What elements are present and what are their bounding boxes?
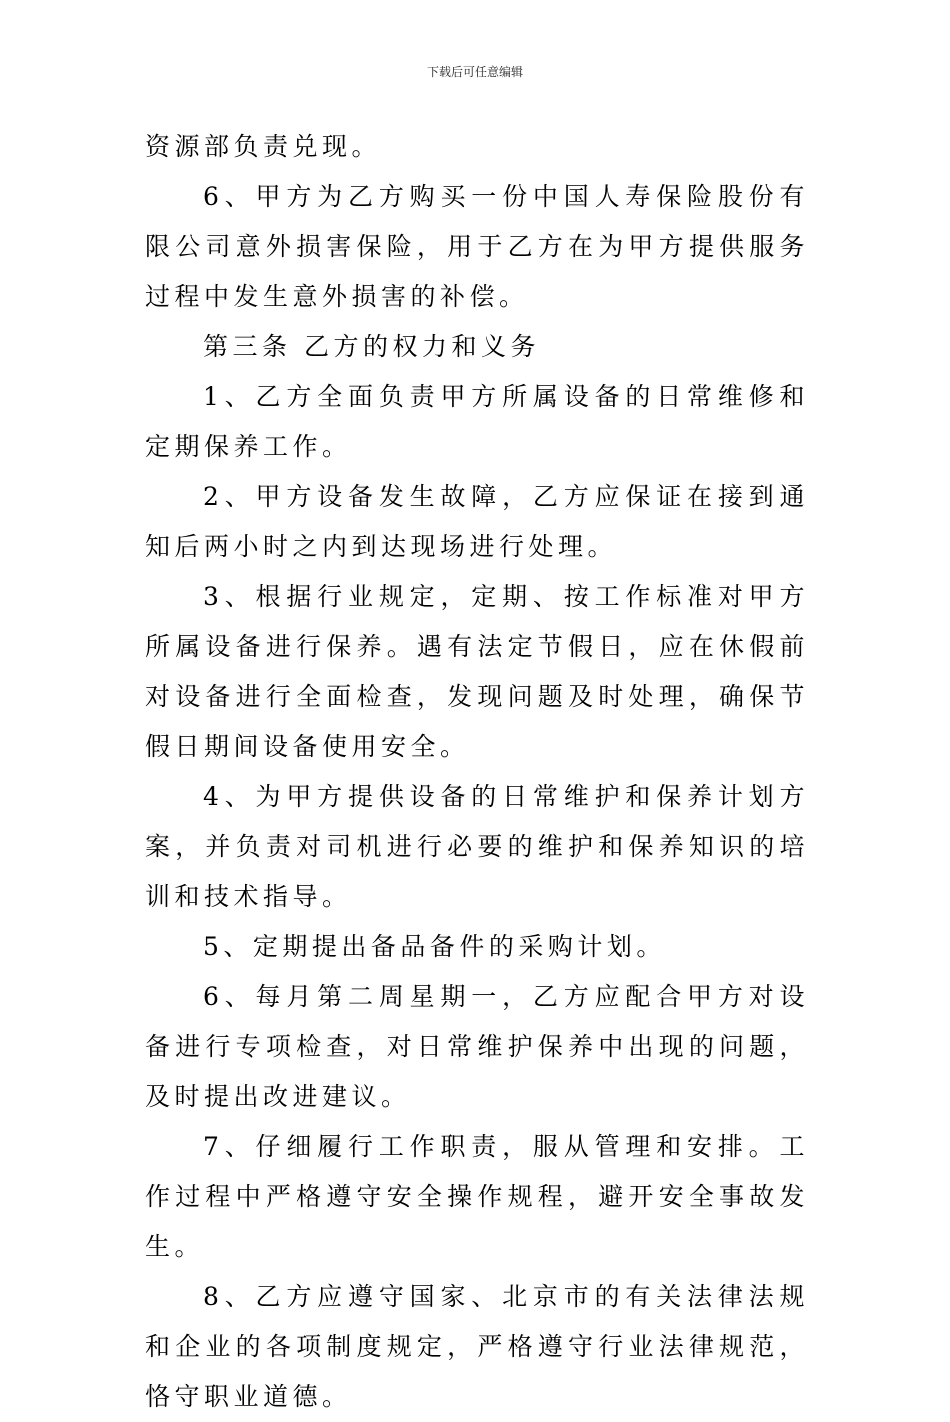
- paragraph-2: 6、甲方为乙方购买一份中国人寿保险股份有限公司意外损害保险，用于乙方在为甲方提供服务过程中发生意外损害的补偿。: [145, 182, 809, 311]
- paragraph-8: 5、定期提出备品备件的采购计划。: [203, 932, 666, 961]
- paragraph-1: 资源部负责兑现。: [145, 132, 382, 161]
- paragraph-4: 1、乙方全面负责甲方所属设备的日常维修和定期保养工作。: [145, 382, 809, 461]
- paragraph-10: 7、仔细履行工作职责，服从管理和安排。工作过程中严格遵守安全操作规程，避开安全事故发生。: [145, 1132, 809, 1261]
- section-heading-article-3: 第三条 乙方的权力和义务: [203, 332, 540, 361]
- paragraph-5: 2、甲方设备发生故障，乙方应保证在接到通知后两小时之内到达现场进行处理。: [145, 482, 809, 561]
- document-body: [145, 122, 809, 1422]
- page-header-note: 下载后可任意编辑: [426, 65, 523, 79]
- paragraph-7: 4、为甲方提供设备的日常维护和保养计划方案，并负责对司机进行必要的维护和保养知识的培训和技术指导。: [145, 782, 809, 911]
- paragraph-6: 3、根据行业规定，定期、按工作标准对甲方所属设备进行保养。遇有法定节假日，应在休假前对设备进行全面检查，发现问题及时处理，确保节假日期间设备使用安全。: [145, 582, 809, 761]
- paragraph-9: 6、每月第二周星期一，乙方应配合甲方对设备进行专项检查，对日常维护保养中出现的问题，及时提出改进建议。: [145, 982, 809, 1111]
- paragraph-11: 8、乙方应遵守国家、北京市的有关法律法规和企业的各项制度规定，严格遵守行业法律规范，恪守职业道德。: [145, 1282, 809, 1411]
